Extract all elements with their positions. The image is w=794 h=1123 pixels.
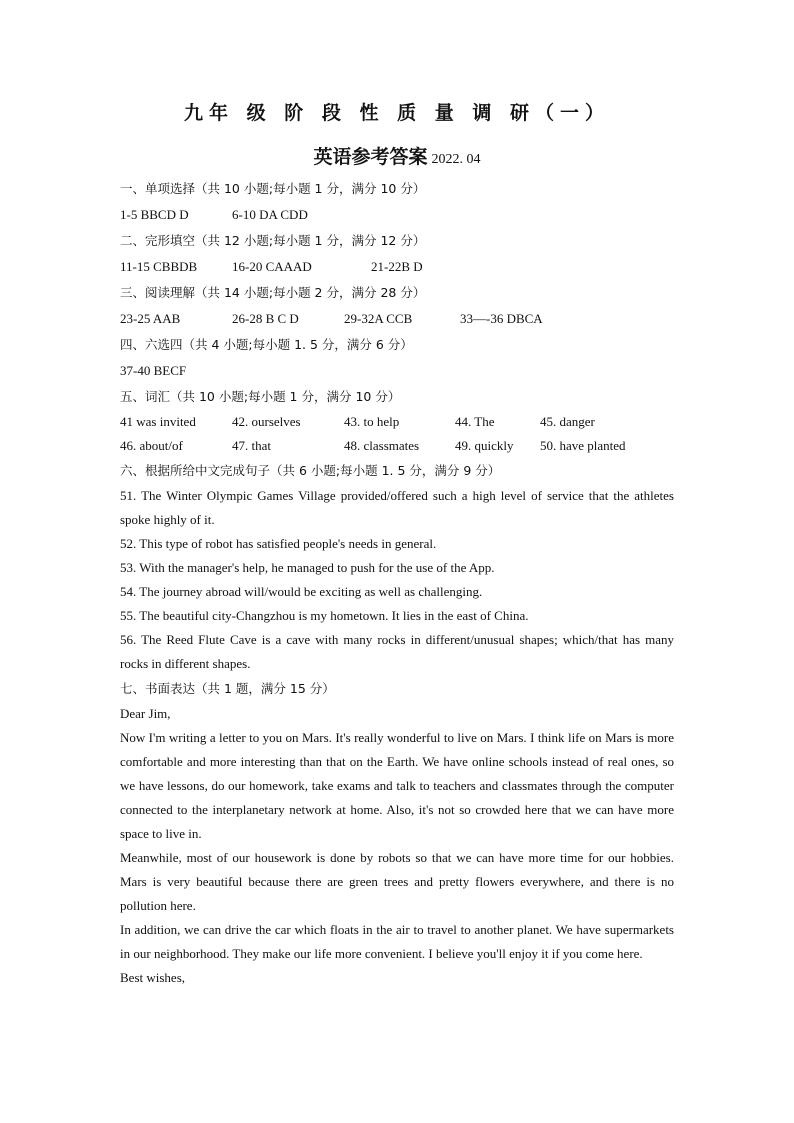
letter-closing: Best wishes, xyxy=(120,970,185,985)
vocab-answer: 43. to help xyxy=(344,414,400,429)
section-heading-reading: 三、阅读理解（共 14 小题;每小题 2 分，满分 28 分） xyxy=(120,285,426,300)
sentence-answer: 51. The Winter Olympic Games Village provided/offered such a high level of service that the athletes spoke highly of it. xyxy=(120,488,674,527)
answer-group: 11-15 CBBDB xyxy=(120,259,198,274)
section-heading-cloze: 二、完形填空（共 12 小题;每小题 1 分，满分 12 分） xyxy=(120,233,426,248)
letter-paragraph: In addition, we can drive the car which floats in the air to travel to another planet. We have supermarkets in our neighborhood. They make our life more convenient. I believe you'll enjoy it if you come here. xyxy=(120,922,674,961)
sentence-answer: 55. The beautiful city-Changzhou is my hometown. It lies in the east of China. xyxy=(120,608,529,623)
section-heading-translation: 六、根据所给中文完成句子（共 6 小题;每小题 1. 5 分，满分 9 分） xyxy=(120,463,501,478)
letter-paragraph: Meanwhile, most of our housework is done by robots so that we can have more time for our hobbies. Mars is very beautiful because there are green trees and pretty flowers everywhere, and there is no pollution here. xyxy=(120,850,674,913)
answer-row xyxy=(120,202,674,228)
section-heading-vocabulary: 五、词汇（共 10 小题;每小题 1 分，满分 10 分） xyxy=(120,389,401,404)
vocab-answer: 47. that xyxy=(232,438,271,453)
subtitle-text: 英语参考答案 xyxy=(313,146,428,168)
sentence-answer: 54. The journey abroad will/would be exciting as well as challenging. xyxy=(120,584,483,599)
exam-date: 2022. 04 xyxy=(431,152,481,167)
answer-group: 33—-36 DBCA xyxy=(460,311,543,326)
section-heading-six-choose-four: 四、六选四（共 4 小题;每小题 1. 5 分，满分 6 分） xyxy=(120,337,413,352)
sentence-answer: 53. With the manager's help, he managed to push for the use of the App. xyxy=(120,560,495,575)
answer-row xyxy=(120,434,674,458)
vocab-answer: 41 was invited xyxy=(120,414,196,429)
letter-salutation: Dear Jim, xyxy=(120,706,171,721)
answer-row xyxy=(120,306,674,332)
answer-row xyxy=(120,358,674,384)
letter-paragraph: Now I'm writing a letter to you on Mars. It's really wonderful to live on Mars. I think life on Mars is more comfortable and more interesting than that on the Earth. We have online schools instead of real ones, so we have lessons, do our homework, take exams and talk to teachers and classmates through the computer connected to the interplanetary network at home. Also, it's not so crowded here that we can have more space to live in. xyxy=(120,730,674,841)
page-title: 九年 级 阶 段 性 质 量 调 研（一） xyxy=(184,102,610,124)
vocab-answer: 48. classmates xyxy=(344,438,420,453)
sentence-answer: 52. This type of robot has satisfied people's needs in general. xyxy=(120,536,437,551)
page-subtitle xyxy=(0,142,794,169)
answer-group: 29-32A CCB xyxy=(344,311,413,326)
vocab-answer: 49. quickly xyxy=(455,438,514,453)
answer-row xyxy=(120,254,674,280)
answer-group: 26-28 B C D xyxy=(232,311,299,326)
answer-content xyxy=(120,176,674,990)
answer-group: 21-22B D xyxy=(371,259,423,274)
vocab-answer: 44. The xyxy=(455,414,495,429)
answer-row xyxy=(120,410,674,434)
answer-group: 23-25 AAB xyxy=(120,311,181,326)
answer-group: 16-20 CAAAD xyxy=(232,259,312,274)
vocab-answer: 50. have planted xyxy=(540,438,626,453)
answer-group: 6-10 DA CDD xyxy=(232,207,308,222)
vocab-answer: 42. ourselves xyxy=(232,414,301,429)
answer-group: 1-5 BBCD D xyxy=(120,207,189,222)
vocab-answer: 46. about/of xyxy=(120,438,183,453)
answer-group: 37-40 BECF xyxy=(120,363,187,378)
vocab-answer: 45. danger xyxy=(540,414,595,429)
sentence-answer: 56. The Reed Flute Cave is a cave with many rocks in different/unusual shapes; which/that has many rocks in different shapes. xyxy=(120,632,674,671)
section-heading-single-choice: 一、单项选择（共 10 小题;每小题 1 分，满分 10 分） xyxy=(120,181,426,196)
section-heading-writing: 七、书面表达（共 1 题，满分 15 分） xyxy=(120,681,335,696)
